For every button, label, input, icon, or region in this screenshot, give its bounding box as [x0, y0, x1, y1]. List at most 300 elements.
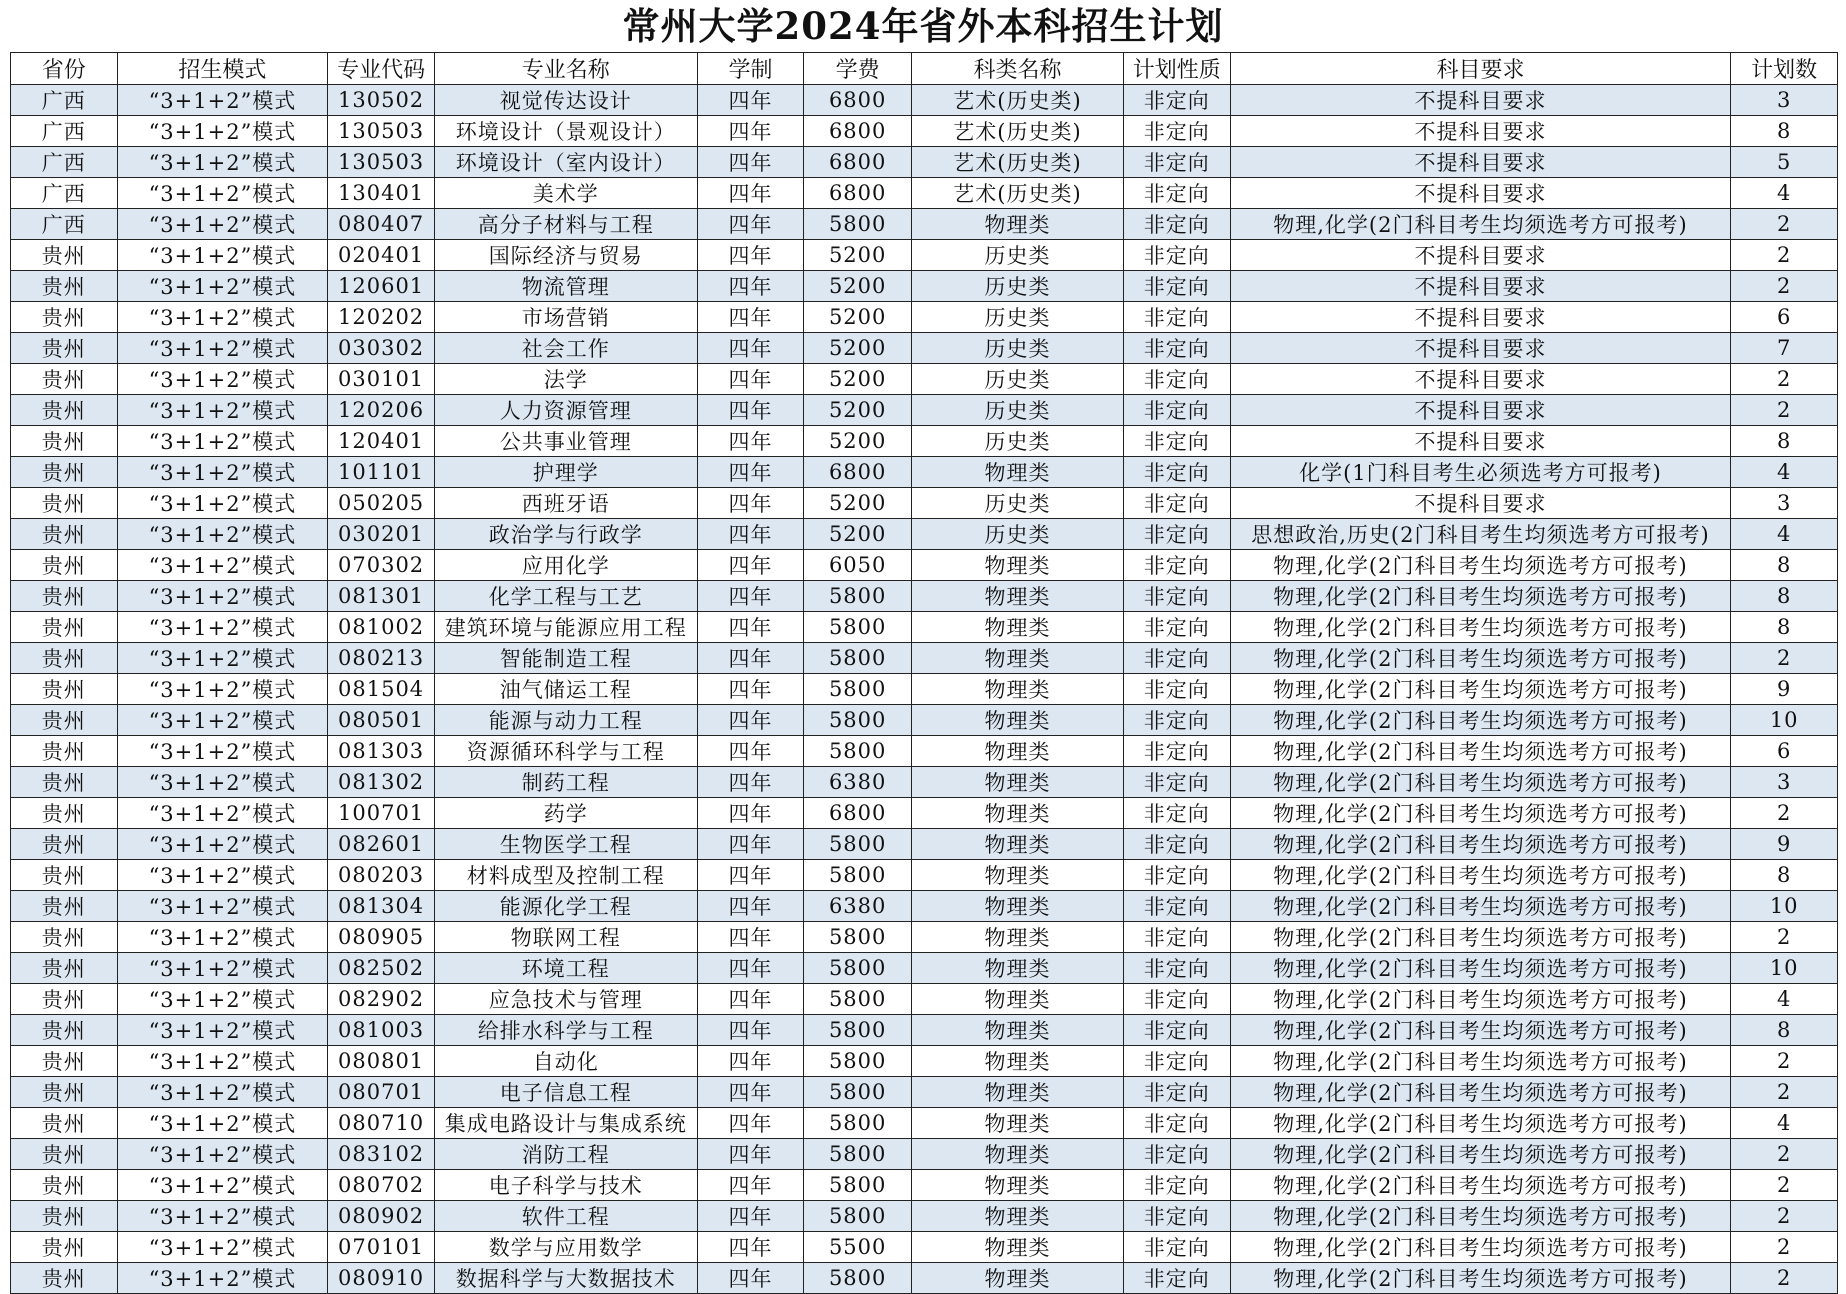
cell-tuition: 5800	[804, 1170, 912, 1201]
cell-category: 物理类	[912, 798, 1124, 829]
cell-tuition: 5800	[804, 1108, 912, 1139]
cell-mode: “3+1+2”模式	[117, 302, 328, 333]
table-row	[11, 116, 1838, 147]
cell-category: 历史类	[912, 302, 1124, 333]
table-row	[11, 271, 1838, 302]
table-row	[11, 860, 1838, 891]
cell-major-code: 083102	[328, 1139, 435, 1170]
cell-plan-type: 非定向	[1123, 984, 1230, 1015]
cell-duration: 四年	[697, 271, 804, 302]
cell-province: 贵州	[11, 1139, 118, 1170]
cell-province: 贵州	[11, 519, 118, 550]
cell-category: 物理类	[912, 767, 1124, 798]
cell-major-name: 电子信息工程	[434, 1077, 697, 1108]
cell-subject-requirement: 不提科目要求	[1230, 302, 1731, 333]
table-row	[11, 829, 1838, 860]
cell-plan-count: 10	[1731, 891, 1838, 922]
cell-major-name: 电子科学与技术	[434, 1170, 697, 1201]
cell-mode: “3+1+2”模式	[117, 736, 328, 767]
cell-category: 历史类	[912, 488, 1124, 519]
cell-subject-requirement: 不提科目要求	[1230, 178, 1731, 209]
cell-plan-count: 2	[1731, 1046, 1838, 1077]
cell-tuition: 6800	[804, 116, 912, 147]
cell-mode: “3+1+2”模式	[117, 364, 328, 395]
table-row	[11, 767, 1838, 798]
cell-plan-type: 非定向	[1123, 1139, 1230, 1170]
cell-plan-count: 2	[1731, 1263, 1838, 1294]
cell-mode: “3+1+2”模式	[117, 643, 328, 674]
cell-tuition: 5800	[804, 1139, 912, 1170]
cell-category: 物理类	[912, 581, 1124, 612]
cell-plan-count: 8	[1731, 612, 1838, 643]
cell-tuition: 5200	[804, 519, 912, 550]
cell-province: 贵州	[11, 736, 118, 767]
cell-duration: 四年	[697, 736, 804, 767]
cell-tuition: 5200	[804, 302, 912, 333]
cell-province: 贵州	[11, 364, 118, 395]
cell-plan-count: 3	[1731, 85, 1838, 116]
cell-mode: “3+1+2”模式	[117, 178, 328, 209]
cell-duration: 四年	[697, 395, 804, 426]
cell-plan-count: 2	[1731, 395, 1838, 426]
cell-subject-requirement: 物理,化学(2门科目考生均须选考方可报考)	[1230, 209, 1731, 240]
cell-category: 历史类	[912, 364, 1124, 395]
cell-province: 贵州	[11, 860, 118, 891]
cell-tuition: 5800	[804, 581, 912, 612]
table-row	[11, 333, 1838, 364]
cell-category: 历史类	[912, 271, 1124, 302]
cell-tuition: 5200	[804, 271, 912, 302]
cell-plan-count: 2	[1731, 364, 1838, 395]
cell-plan-count: 4	[1731, 519, 1838, 550]
cell-province: 广西	[11, 209, 118, 240]
cell-plan-type: 非定向	[1123, 891, 1230, 922]
table-row	[11, 612, 1838, 643]
cell-category: 艺术(历史类)	[912, 85, 1124, 116]
cell-tuition: 6800	[804, 147, 912, 178]
cell-plan-count: 9	[1731, 829, 1838, 860]
cell-province: 贵州	[11, 550, 118, 581]
cell-mode: “3+1+2”模式	[117, 860, 328, 891]
cell-province: 贵州	[11, 302, 118, 333]
table-row	[11, 1232, 1838, 1263]
cell-category: 物理类	[912, 1201, 1124, 1232]
cell-category: 物理类	[912, 1232, 1124, 1263]
table-row	[11, 953, 1838, 984]
cell-plan-type: 非定向	[1123, 767, 1230, 798]
cell-tuition: 5800	[804, 736, 912, 767]
cell-major-name: 人力资源管理	[434, 395, 697, 426]
cell-duration: 四年	[697, 705, 804, 736]
cell-duration: 四年	[697, 1232, 804, 1263]
table-row	[11, 209, 1838, 240]
cell-category: 物理类	[912, 705, 1124, 736]
table-row	[11, 240, 1838, 271]
cell-major-name: 高分子材料与工程	[434, 209, 697, 240]
cell-tuition: 5800	[804, 1201, 912, 1232]
cell-province: 贵州	[11, 1077, 118, 1108]
cell-major-code: 081304	[328, 891, 435, 922]
cell-category: 物理类	[912, 1077, 1124, 1108]
cell-plan-type: 非定向	[1123, 426, 1230, 457]
cell-mode: “3+1+2”模式	[117, 922, 328, 953]
cell-province: 贵州	[11, 488, 118, 519]
cell-major-code: 080407	[328, 209, 435, 240]
cell-mode: “3+1+2”模式	[117, 550, 328, 581]
cell-plan-type: 非定向	[1123, 488, 1230, 519]
cell-major-name: 社会工作	[434, 333, 697, 364]
cell-duration: 四年	[697, 984, 804, 1015]
cell-major-code: 100701	[328, 798, 435, 829]
cell-tuition: 5200	[804, 240, 912, 271]
cell-subject-requirement: 不提科目要求	[1230, 426, 1731, 457]
cell-duration: 四年	[697, 1139, 804, 1170]
table-row	[11, 1108, 1838, 1139]
cell-major-code: 070302	[328, 550, 435, 581]
cell-category: 物理类	[912, 891, 1124, 922]
cell-major-name: 数据科学与大数据技术	[434, 1263, 697, 1294]
cell-major-code: 101101	[328, 457, 435, 488]
cell-duration: 四年	[697, 1077, 804, 1108]
table-row	[11, 395, 1838, 426]
cell-major-name: 国际经济与贸易	[434, 240, 697, 271]
cell-plan-count: 2	[1731, 209, 1838, 240]
table-row	[11, 922, 1838, 953]
cell-category: 艺术(历史类)	[912, 178, 1124, 209]
cell-plan-type: 非定向	[1123, 271, 1230, 302]
cell-tuition: 5800	[804, 829, 912, 860]
cell-province: 贵州	[11, 767, 118, 798]
cell-plan-type: 非定向	[1123, 147, 1230, 178]
cell-mode: “3+1+2”模式	[117, 85, 328, 116]
cell-subject-requirement: 物理,化学(2门科目考生均须选考方可报考)	[1230, 1015, 1731, 1046]
cell-plan-count: 8	[1731, 860, 1838, 891]
cell-major-code: 130502	[328, 85, 435, 116]
cell-plan-count: 9	[1731, 674, 1838, 705]
table-row	[11, 798, 1838, 829]
table-row	[11, 1077, 1838, 1108]
cell-tuition: 5800	[804, 643, 912, 674]
cell-major-code: 080801	[328, 1046, 435, 1077]
cell-plan-count: 2	[1731, 1077, 1838, 1108]
cell-category: 物理类	[912, 953, 1124, 984]
cell-major-code: 081302	[328, 767, 435, 798]
cell-major-name: 油气储运工程	[434, 674, 697, 705]
cell-category: 物理类	[912, 860, 1124, 891]
cell-tuition: 5800	[804, 953, 912, 984]
cell-province: 广西	[11, 116, 118, 147]
cell-plan-type: 非定向	[1123, 116, 1230, 147]
cell-plan-count: 6	[1731, 302, 1838, 333]
cell-major-code: 130503	[328, 116, 435, 147]
cell-category: 物理类	[912, 1108, 1124, 1139]
cell-major-code: 080905	[328, 922, 435, 953]
cell-major-name: 政治学与行政学	[434, 519, 697, 550]
cell-major-code: 082902	[328, 984, 435, 1015]
cell-category: 历史类	[912, 426, 1124, 457]
cell-major-name: 应用化学	[434, 550, 697, 581]
cell-major-name: 消防工程	[434, 1139, 697, 1170]
cell-plan-count: 2	[1731, 643, 1838, 674]
cell-plan-type: 非定向	[1123, 1015, 1230, 1046]
cell-subject-requirement: 物理,化学(2门科目考生均须选考方可报考)	[1230, 1170, 1731, 1201]
cell-province: 贵州	[11, 612, 118, 643]
cell-major-code: 130503	[328, 147, 435, 178]
table-row	[11, 519, 1838, 550]
cell-province: 贵州	[11, 1263, 118, 1294]
cell-mode: “3+1+2”模式	[117, 1077, 328, 1108]
cell-subject-requirement: 物理,化学(2门科目考生均须选考方可报考)	[1230, 1046, 1731, 1077]
cell-tuition: 6380	[804, 891, 912, 922]
cell-major-code: 081504	[328, 674, 435, 705]
cell-mode: “3+1+2”模式	[117, 209, 328, 240]
cell-plan-count: 3	[1731, 488, 1838, 519]
cell-category: 物理类	[912, 829, 1124, 860]
cell-category: 艺术(历史类)	[912, 116, 1124, 147]
cell-plan-count: 2	[1731, 1139, 1838, 1170]
cell-plan-type: 非定向	[1123, 395, 1230, 426]
cell-major-name: 智能制造工程	[434, 643, 697, 674]
cell-duration: 四年	[697, 147, 804, 178]
cell-duration: 四年	[697, 116, 804, 147]
cell-duration: 四年	[697, 333, 804, 364]
cell-duration: 四年	[697, 426, 804, 457]
cell-mode: “3+1+2”模式	[117, 1046, 328, 1077]
cell-major-name: 软件工程	[434, 1201, 697, 1232]
cell-plan-type: 非定向	[1123, 612, 1230, 643]
cell-subject-requirement: 物理,化学(2门科目考生均须选考方可报考)	[1230, 674, 1731, 705]
cell-subject-requirement: 物理,化学(2门科目考生均须选考方可报考)	[1230, 922, 1731, 953]
cell-major-code: 080213	[328, 643, 435, 674]
cell-major-code: 020401	[328, 240, 435, 271]
cell-mode: “3+1+2”模式	[117, 1108, 328, 1139]
column-header-plan-type: 计划性质	[1123, 53, 1230, 85]
cell-subject-requirement: 物理,化学(2门科目考生均须选考方可报考)	[1230, 705, 1731, 736]
column-header-major-name: 专业名称	[434, 53, 697, 85]
cell-tuition: 6800	[804, 85, 912, 116]
cell-province: 贵州	[11, 953, 118, 984]
table-row	[11, 1015, 1838, 1046]
table-row	[11, 643, 1838, 674]
cell-major-code: 130401	[328, 178, 435, 209]
cell-tuition: 5200	[804, 364, 912, 395]
cell-mode: “3+1+2”模式	[117, 395, 328, 426]
cell-major-code: 082601	[328, 829, 435, 860]
cell-major-name: 生物医学工程	[434, 829, 697, 860]
cell-major-code: 081301	[328, 581, 435, 612]
cell-plan-type: 非定向	[1123, 240, 1230, 271]
cell-plan-count: 2	[1731, 1170, 1838, 1201]
cell-mode: “3+1+2”模式	[117, 271, 328, 302]
cell-subject-requirement: 化学(1门科目考生必须选考方可报考)	[1230, 457, 1731, 488]
cell-subject-requirement: 不提科目要求	[1230, 364, 1731, 395]
cell-major-name: 西班牙语	[434, 488, 697, 519]
cell-major-name: 给排水科学与工程	[434, 1015, 697, 1046]
cell-tuition: 5800	[804, 612, 912, 643]
cell-duration: 四年	[697, 240, 804, 271]
cell-mode: “3+1+2”模式	[117, 426, 328, 457]
cell-plan-count: 2	[1731, 1201, 1838, 1232]
cell-plan-count: 8	[1731, 116, 1838, 147]
cell-category: 物理类	[912, 209, 1124, 240]
cell-plan-type: 非定向	[1123, 550, 1230, 581]
cell-tuition: 5800	[804, 1046, 912, 1077]
cell-tuition: 6800	[804, 457, 912, 488]
cell-major-code: 030101	[328, 364, 435, 395]
cell-major-code: 080902	[328, 1201, 435, 1232]
cell-plan-type: 非定向	[1123, 736, 1230, 767]
cell-plan-type: 非定向	[1123, 643, 1230, 674]
table-row	[11, 1263, 1838, 1294]
column-header-category: 科类名称	[912, 53, 1124, 85]
cell-province: 贵州	[11, 674, 118, 705]
cell-duration: 四年	[697, 767, 804, 798]
table-row	[11, 426, 1838, 457]
cell-mode: “3+1+2”模式	[117, 674, 328, 705]
cell-category: 物理类	[912, 1139, 1124, 1170]
cell-duration: 四年	[697, 302, 804, 333]
cell-mode: “3+1+2”模式	[117, 519, 328, 550]
cell-duration: 四年	[697, 922, 804, 953]
table-row	[11, 1170, 1838, 1201]
cell-major-code: 120601	[328, 271, 435, 302]
cell-mode: “3+1+2”模式	[117, 240, 328, 271]
cell-tuition: 6050	[804, 550, 912, 581]
cell-province: 贵州	[11, 395, 118, 426]
cell-plan-type: 非定向	[1123, 860, 1230, 891]
column-header-province: 省份	[11, 53, 118, 85]
cell-subject-requirement: 不提科目要求	[1230, 395, 1731, 426]
cell-subject-requirement: 物理,化学(2门科目考生均须选考方可报考)	[1230, 1232, 1731, 1263]
cell-major-code: 120206	[328, 395, 435, 426]
cell-mode: “3+1+2”模式	[117, 1170, 328, 1201]
cell-plan-type: 非定向	[1123, 829, 1230, 860]
cell-category: 物理类	[912, 1046, 1124, 1077]
cell-duration: 四年	[697, 1046, 804, 1077]
cell-plan-type: 非定向	[1123, 953, 1230, 984]
cell-plan-type: 非定向	[1123, 1201, 1230, 1232]
cell-plan-count: 7	[1731, 333, 1838, 364]
table-row	[11, 550, 1838, 581]
cell-plan-type: 非定向	[1123, 922, 1230, 953]
table-row	[11, 178, 1838, 209]
cell-duration: 四年	[697, 891, 804, 922]
cell-category: 物理类	[912, 984, 1124, 1015]
cell-province: 贵州	[11, 271, 118, 302]
cell-mode: “3+1+2”模式	[117, 147, 328, 178]
cell-plan-type: 非定向	[1123, 178, 1230, 209]
cell-major-name: 环境设计（室内设计）	[434, 147, 697, 178]
cell-plan-type: 非定向	[1123, 1077, 1230, 1108]
cell-province: 贵州	[11, 1015, 118, 1046]
cell-tuition: 5800	[804, 1263, 912, 1294]
cell-mode: “3+1+2”模式	[117, 1201, 328, 1232]
cell-province: 贵州	[11, 798, 118, 829]
cell-subject-requirement: 物理,化学(2门科目考生均须选考方可报考)	[1230, 1201, 1731, 1232]
table-row	[11, 674, 1838, 705]
cell-plan-count: 8	[1731, 581, 1838, 612]
cell-subject-requirement: 物理,化学(2门科目考生均须选考方可报考)	[1230, 1077, 1731, 1108]
table-row	[11, 581, 1838, 612]
cell-category: 历史类	[912, 240, 1124, 271]
cell-mode: “3+1+2”模式	[117, 581, 328, 612]
cell-province: 贵州	[11, 705, 118, 736]
cell-subject-requirement: 物理,化学(2门科目考生均须选考方可报考)	[1230, 736, 1731, 767]
cell-major-name: 美术学	[434, 178, 697, 209]
cell-major-code: 080710	[328, 1108, 435, 1139]
cell-subject-requirement: 不提科目要求	[1230, 488, 1731, 519]
cell-major-name: 公共事业管理	[434, 426, 697, 457]
cell-duration: 四年	[697, 85, 804, 116]
cell-major-name: 集成电路设计与集成系统	[434, 1108, 697, 1139]
cell-plan-type: 非定向	[1123, 457, 1230, 488]
cell-major-code: 050205	[328, 488, 435, 519]
document-title: 常州大学2024年省外本科招生计划	[622, 4, 1224, 48]
cell-duration: 四年	[697, 550, 804, 581]
cell-duration: 四年	[697, 798, 804, 829]
cell-plan-type: 非定向	[1123, 333, 1230, 364]
cell-plan-type: 非定向	[1123, 1170, 1230, 1201]
cell-subject-requirement: 物理,化学(2门科目考生均须选考方可报考)	[1230, 612, 1731, 643]
table-row	[11, 364, 1838, 395]
cell-subject-requirement: 物理,化学(2门科目考生均须选考方可报考)	[1230, 798, 1731, 829]
header-row	[11, 53, 1838, 85]
cell-province: 贵州	[11, 333, 118, 364]
cell-category: 历史类	[912, 519, 1124, 550]
cell-subject-requirement: 物理,化学(2门科目考生均须选考方可报考)	[1230, 829, 1731, 860]
column-header-plan-count: 计划数	[1731, 53, 1838, 85]
cell-plan-count: 4	[1731, 457, 1838, 488]
cell-category: 历史类	[912, 395, 1124, 426]
table-row	[11, 488, 1838, 519]
cell-plan-type: 非定向	[1123, 302, 1230, 333]
cell-category: 物理类	[912, 457, 1124, 488]
table-row	[11, 147, 1838, 178]
cell-plan-count: 8	[1731, 1015, 1838, 1046]
cell-province: 贵州	[11, 426, 118, 457]
cell-duration: 四年	[697, 457, 804, 488]
table-row	[11, 302, 1838, 333]
cell-subject-requirement: 物理,化学(2门科目考生均须选考方可报考)	[1230, 643, 1731, 674]
cell-plan-type: 非定向	[1123, 1046, 1230, 1077]
cell-tuition: 5800	[804, 209, 912, 240]
cell-plan-count: 3	[1731, 767, 1838, 798]
cell-subject-requirement: 物理,化学(2门科目考生均须选考方可报考)	[1230, 767, 1731, 798]
cell-mode: “3+1+2”模式	[117, 1232, 328, 1263]
cell-duration: 四年	[697, 829, 804, 860]
cell-major-code: 030302	[328, 333, 435, 364]
cell-major-name: 物联网工程	[434, 922, 697, 953]
cell-plan-count: 2	[1731, 798, 1838, 829]
cell-major-code: 120401	[328, 426, 435, 457]
cell-category: 物理类	[912, 612, 1124, 643]
cell-category: 物理类	[912, 674, 1124, 705]
cell-duration: 四年	[697, 953, 804, 984]
cell-plan-count: 2	[1731, 271, 1838, 302]
cell-subject-requirement: 不提科目要求	[1230, 240, 1731, 271]
column-header-major-code: 专业代码	[328, 53, 435, 85]
cell-plan-type: 非定向	[1123, 85, 1230, 116]
cell-duration: 四年	[697, 674, 804, 705]
cell-major-code: 082502	[328, 953, 435, 984]
cell-tuition: 6800	[804, 798, 912, 829]
cell-tuition: 6800	[804, 178, 912, 209]
cell-subject-requirement: 不提科目要求	[1230, 116, 1731, 147]
cell-plan-count: 4	[1731, 1108, 1838, 1139]
cell-mode: “3+1+2”模式	[117, 457, 328, 488]
cell-major-name: 数学与应用数学	[434, 1232, 697, 1263]
cell-mode: “3+1+2”模式	[117, 984, 328, 1015]
